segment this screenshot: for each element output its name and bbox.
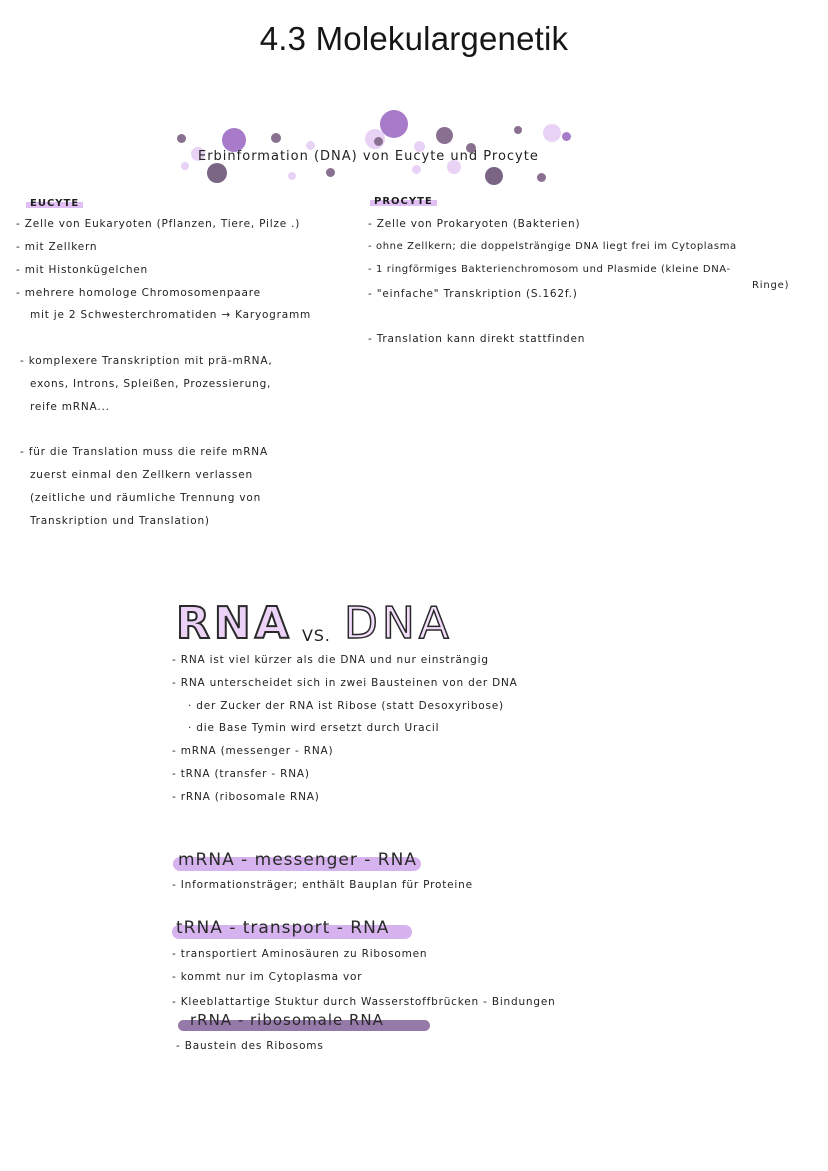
page-title: 4.3 Molekulargenetik bbox=[259, 20, 569, 57]
trna-line: - transportiert Aminosäuren zu Ribosomen bbox=[172, 948, 428, 960]
compare-line: - mRNA (messenger - RNA) bbox=[172, 745, 334, 757]
trna-line: - Kleeblattartige Stuktur durch Wasserstoffbrücken - Bindungen bbox=[172, 996, 556, 1008]
procyte-line: - "einfache" Transkription (S.162f.) bbox=[368, 288, 578, 300]
rrna-heading: rRNA - ribosomale RNA bbox=[190, 1011, 384, 1029]
procyte-line: - ohne Zellkern; die doppelsträngige DNA liegt frei im Cytoplasma bbox=[368, 241, 737, 252]
eucyte-line: - für die Translation muss die reife mRNA bbox=[20, 446, 268, 458]
compare-line: · der Zucker der RNA ist Ribose (statt Desoxyribose) bbox=[188, 700, 504, 712]
procyte-line: - Zelle von Prokaryoten (Bakterien) bbox=[368, 218, 581, 230]
eucyte-line: zuerst einmal den Zellkern verlassen bbox=[30, 469, 253, 481]
eucyte-line: - Zelle von Eukaryoten (Pflanzen, Tiere, Pilze .) bbox=[16, 218, 301, 230]
eucyte-heading: EUCYTE bbox=[26, 198, 83, 209]
trna-heading: tRNA - transport - RNA bbox=[176, 918, 390, 938]
compare-line: - RNA ist viel kürzer als die DNA und nur einsträngig bbox=[172, 654, 489, 666]
eucyte-line: exons, Introns, Spleißen, Prozessierung, bbox=[30, 378, 272, 390]
compare-line: - tRNA (transfer - RNA) bbox=[172, 768, 310, 780]
dna-heading: DNA bbox=[344, 598, 453, 649]
procyte-line: - Translation kann direkt stattfinden bbox=[368, 333, 586, 345]
rna-heading: RNA bbox=[176, 598, 293, 649]
procyte-heading: PROCYTE bbox=[370, 196, 437, 207]
trna-line: - kommt nur im Cytoplasma vor bbox=[172, 971, 363, 983]
vs-label: VS. bbox=[302, 626, 331, 645]
eucyte-line: - mehrere homologe Chromosomenpaare bbox=[16, 287, 261, 299]
eucyte-line: - mit Zellkern bbox=[16, 241, 98, 253]
compare-line: · die Base Tymin wird ersetzt durch Uracil bbox=[188, 722, 440, 734]
procyte-line: - 1 ringförmiges Bakterienchromosom und Plasmide (kleine DNA- bbox=[368, 264, 731, 275]
compare-line: - RNA unterscheidet sich in zwei Bausteinen von der DNA bbox=[172, 677, 518, 689]
eucyte-line: - mit Histonkügelchen bbox=[16, 264, 149, 276]
procyte-line: Ringe) bbox=[752, 280, 790, 291]
rrna-line: - Baustein des Ribosoms bbox=[176, 1040, 324, 1052]
eucyte-line: (zeitliche und räumliche Trennung von bbox=[30, 492, 262, 504]
eucyte-line: reife mRNA... bbox=[30, 401, 110, 413]
eucyte-line: mit je 2 Schwesterchromatiden → Karyogramm bbox=[30, 309, 312, 321]
eucyte-line: - komplexere Transkription mit prä-mRNA, bbox=[20, 355, 273, 367]
compare-line: - rRNA (ribosomale RNA) bbox=[172, 791, 320, 803]
banner-text: Erbinformation (DNA) von Eucyte und Procyte bbox=[198, 149, 539, 164]
mrna-heading: mRNA - messenger - RNA bbox=[178, 850, 417, 870]
mrna-line: - Informationsträger; enthält Bauplan für Proteine bbox=[172, 879, 473, 891]
eucyte-line: Transkription und Translation) bbox=[30, 515, 210, 527]
